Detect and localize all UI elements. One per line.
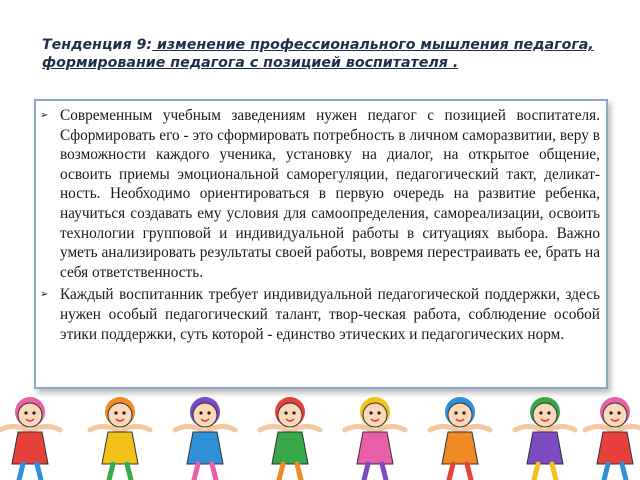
child-figure xyxy=(585,397,640,480)
slide-title xyxy=(42,36,622,72)
list-item xyxy=(40,106,600,282)
bullet-list xyxy=(36,101,606,344)
child-figure xyxy=(430,397,490,480)
child-figure xyxy=(0,397,60,480)
list-item xyxy=(40,285,600,344)
child-figure xyxy=(260,397,320,480)
child-figure xyxy=(345,397,405,480)
bullet-text: Современным учебным заведениям нужен педагог с позицией воспитателя. Сформировать его - это сформировать потребность в личном саморазвитии, веру в возможности каждого ученика, установку на диалог, на открытое общение, освоить приемы эмоциональной саморегуляции, педагогический такт, деликат-ность. Необходимо ориентироваться в первую очередь на развитие ребенка, научиться создавать ему условия для самоопределения, самореализации, освоить технологии групповой и индивидуальной работы в ситуациях выбора. Важно уметь анализировать результаты своей работы, вовремя перестраивать ее, брать на себя ответственность. xyxy=(60,107,600,281)
arrow-bullet-icon: ➢ xyxy=(40,289,49,301)
title-prefix: Тенденция 9: xyxy=(42,37,153,53)
child-figure xyxy=(175,397,235,480)
content-box xyxy=(34,99,608,389)
child-figure xyxy=(515,397,575,480)
child-figure xyxy=(90,397,150,480)
bullet-text: Каждый воспитанник требует индивидуальной педагогической поддержки, здесь нужен особый педагогический талант, твор-ческая работа, соблюдение особой этики поддержки, суть которой - единство этических и педагогических норм. xyxy=(60,286,600,343)
dancing-children-illustration xyxy=(0,392,640,480)
arrow-bullet-icon: ➢ xyxy=(40,110,49,121)
title-underlined: изменение профессионального мышления педагога, формирование педагога с позицией воспитателя . xyxy=(42,37,594,71)
